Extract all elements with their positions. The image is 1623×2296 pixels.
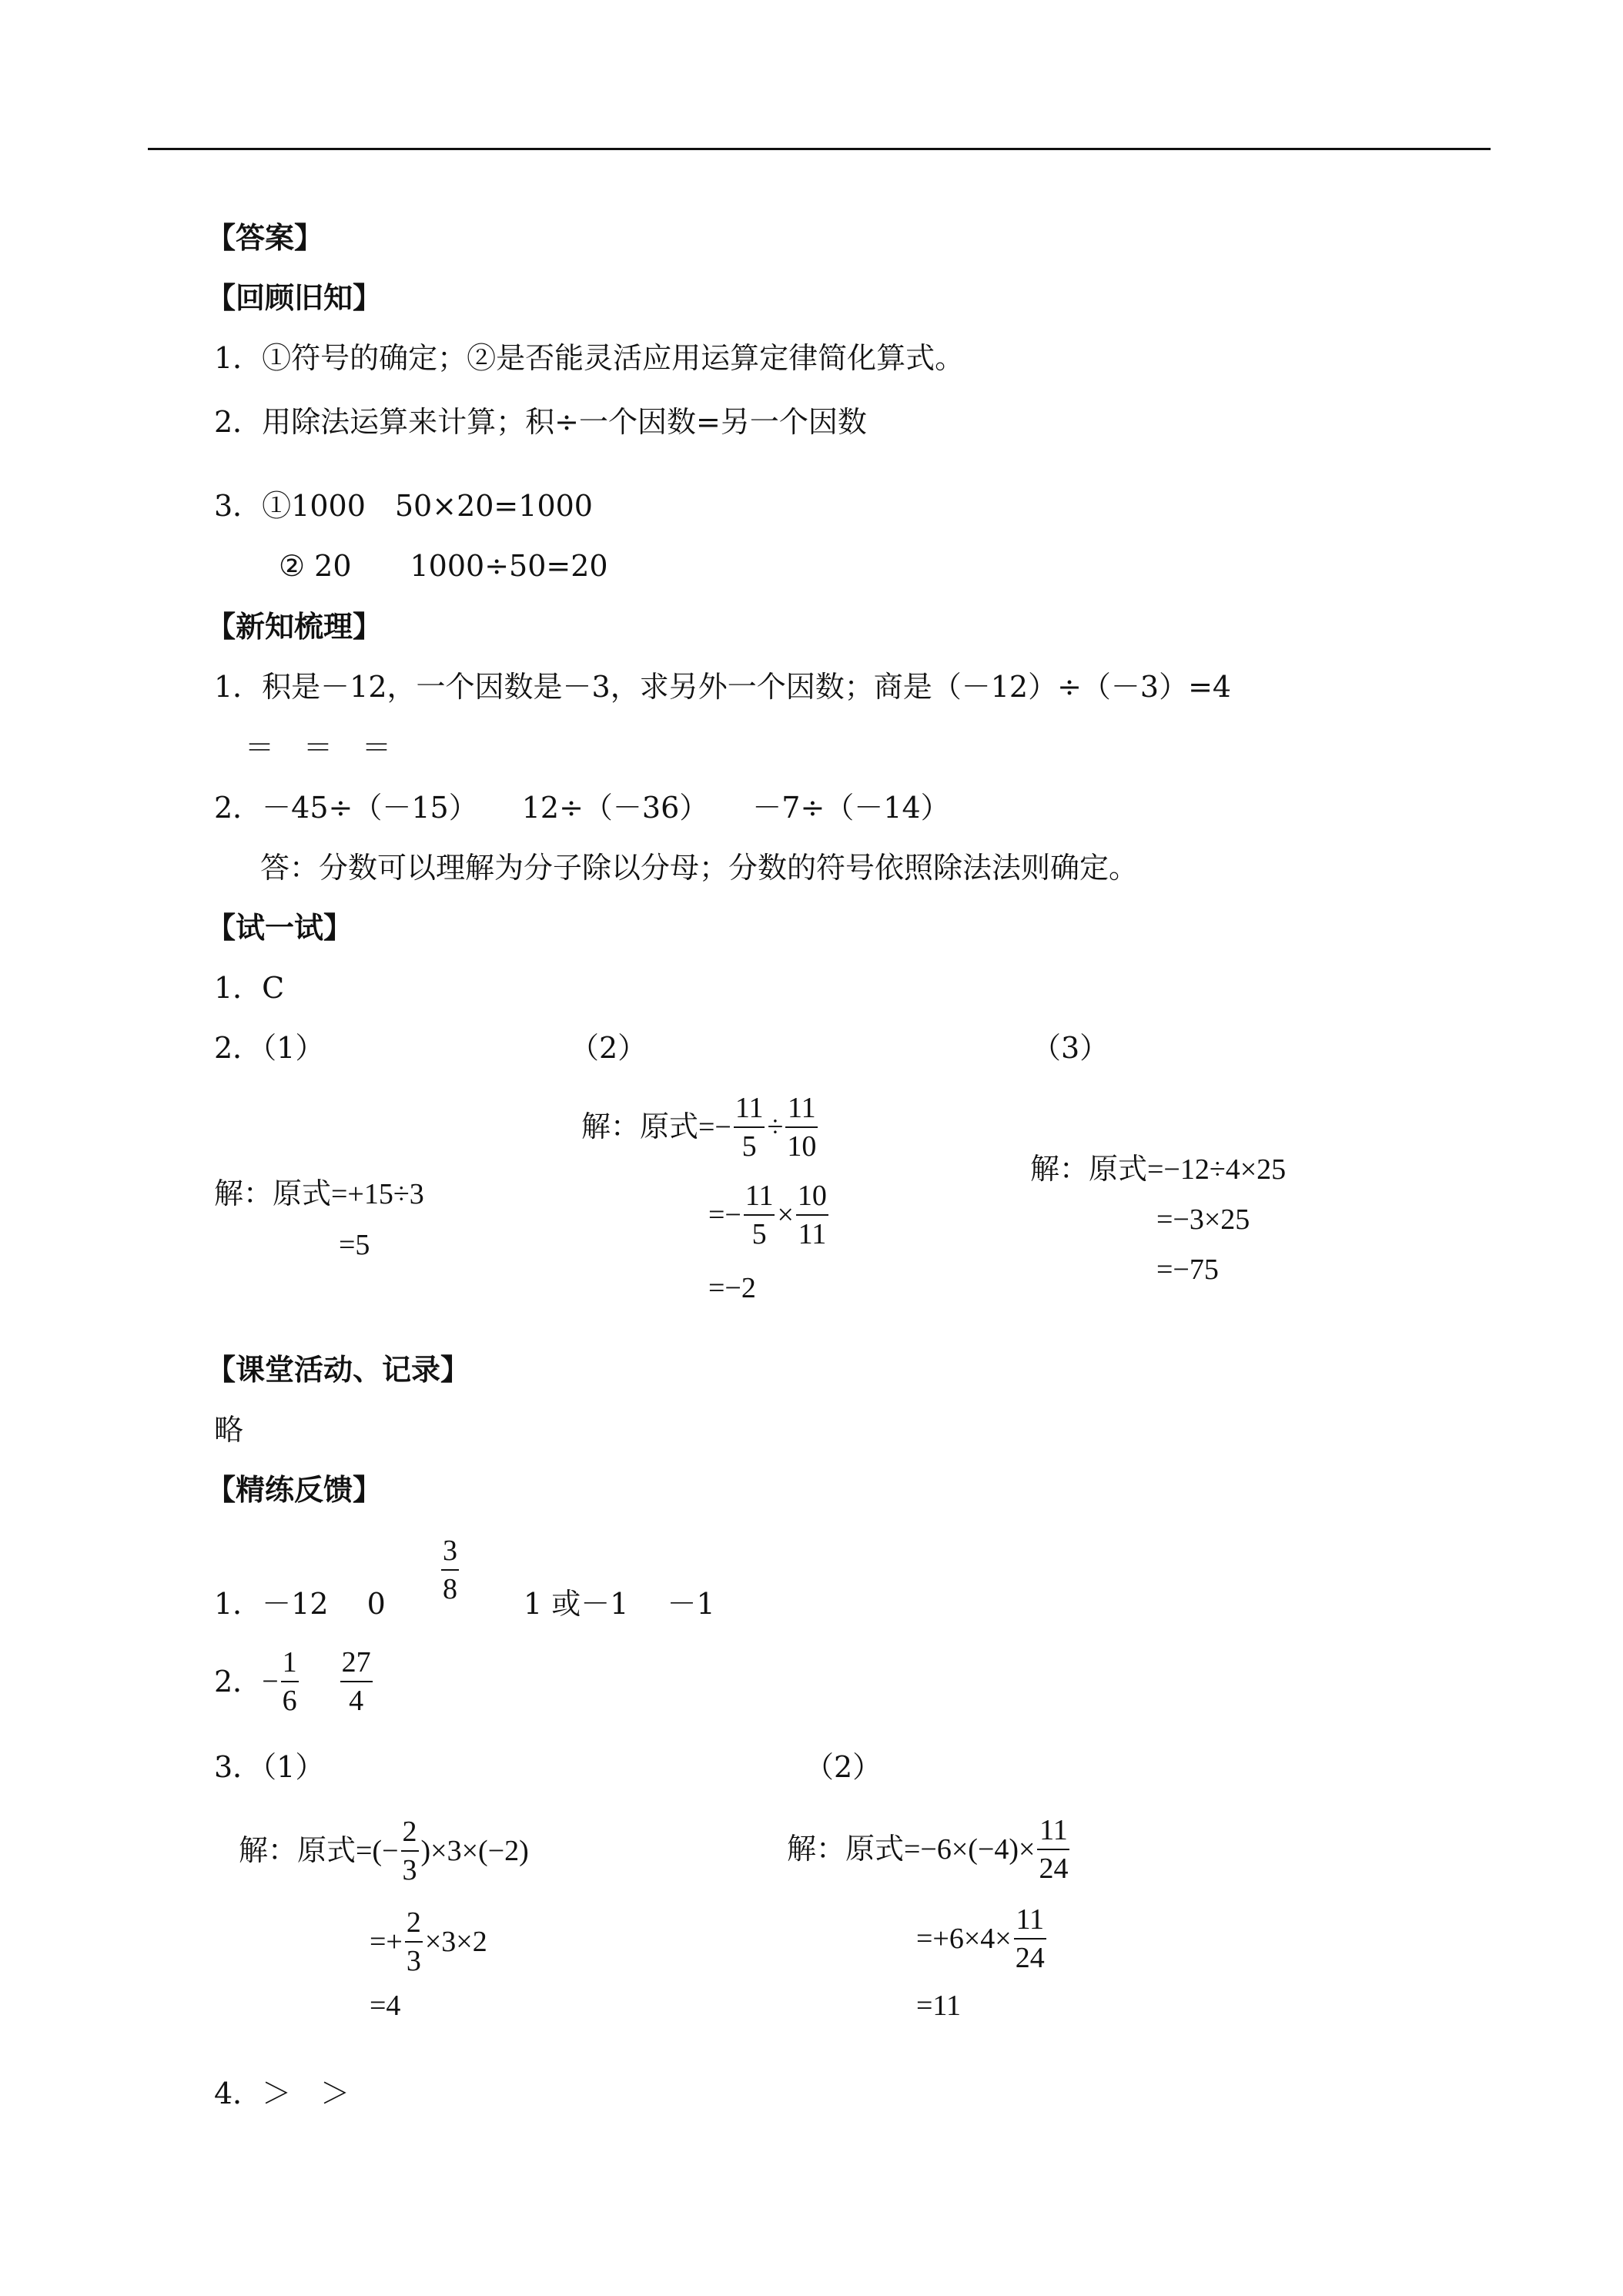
fraction	[441, 1536, 459, 1604]
try-p2-line1-prefix: 解：原式=−	[581, 1111, 731, 1143]
fraction-bar	[1037, 1849, 1069, 1850]
fraction-numerator: 11	[735, 1092, 764, 1124]
new-equals: ＝ ＝ ＝	[245, 731, 392, 765]
practice-q4: 4．＞ ＞	[214, 2077, 350, 2110]
fraction-numerator: 1	[282, 1646, 297, 1678]
new-q1: 1．积是－12，一个因数是－3，求另外一个因数；商是（－12）÷（－3）=4	[214, 670, 1232, 704]
practice-s1-line1	[239, 1817, 529, 1885]
fraction-numerator: 11	[1016, 1903, 1045, 1936]
fraction-denominator: 3	[406, 1945, 421, 1977]
fraction-numerator: 2	[402, 1816, 417, 1848]
fraction-bar	[281, 1681, 299, 1682]
review-q3a: 3．①1000 50×20=1000	[214, 489, 593, 523]
fraction-numerator: 10	[797, 1180, 827, 1212]
fraction	[405, 1908, 423, 1976]
try-p1-line2: =5	[339, 1229, 370, 1261]
practice-s1-line1-prefix: 解：原式=(−	[239, 1835, 399, 1867]
section-new: 【新知梳理】	[206, 609, 383, 644]
practice-q1-rest: 1 或－1 －1	[524, 1587, 715, 1621]
new-q2: 2．－45÷（－15） 12÷（－36） －7÷（－14）	[214, 791, 950, 825]
fraction-denominator: 11	[798, 1218, 827, 1250]
fraction-bar	[441, 1569, 459, 1571]
operator: ×	[777, 1199, 794, 1231]
fraction	[744, 1181, 775, 1249]
try-q2-label-1: 2．（1）	[214, 1031, 325, 1065]
try-p1-line1: 解：原式=+15÷3	[214, 1178, 424, 1210]
practice-q2	[214, 1648, 375, 1715]
fraction-numerator: 11	[745, 1180, 774, 1212]
fraction	[1037, 1816, 1069, 1883]
practice-s2-line1	[787, 1816, 1072, 1883]
section-review: 【回顾旧知】	[206, 280, 383, 315]
fraction-bar	[796, 1214, 828, 1216]
review-q1: 1．①符号的确定；②是否能灵活应用运算定律简化算式。	[214, 341, 965, 375]
header-rule	[148, 148, 1491, 150]
practice-s1-line2	[370, 1908, 487, 1976]
try-q2-label-2: （2）	[570, 1031, 648, 1065]
fraction-denominator: 5	[751, 1218, 767, 1250]
fraction-bar	[1014, 1938, 1046, 1940]
section-practice: 【精练反馈】	[206, 1472, 383, 1507]
fraction-denominator: 10	[787, 1130, 817, 1163]
practice-s2-line1-prefix: 解：原式=−6×(−4)×	[787, 1833, 1036, 1866]
fraction	[340, 1648, 373, 1715]
fraction	[281, 1648, 299, 1715]
fraction-denominator: 24	[1015, 1942, 1045, 1974]
fraction	[796, 1181, 828, 1249]
section-answer: 【答案】	[206, 220, 324, 255]
try-p3-line1: 解：原式=−12÷4×25	[1030, 1153, 1287, 1186]
fraction	[785, 1093, 818, 1161]
fraction-bar	[340, 1681, 373, 1682]
fraction-numerator: 3	[443, 1535, 457, 1567]
try-p2-line2-prefix: =−	[708, 1199, 741, 1231]
practice-q2-label: 2．	[214, 1665, 263, 1699]
fraction-denominator: 6	[282, 1685, 297, 1717]
fraction-numerator: 2	[406, 1906, 421, 1939]
practice-s2-line3: =11	[916, 1990, 962, 2022]
new-answer: 答：分数可以理解为分子除以分母；分数的符号依照除法法则确定。	[260, 851, 1139, 885]
section-activity: 【课堂活动、记录】	[206, 1352, 470, 1387]
fraction-bar	[744, 1214, 775, 1216]
fraction	[401, 1817, 419, 1885]
try-p2-line3: =−2	[708, 1272, 756, 1304]
try-q2-label-3: （3）	[1032, 1031, 1109, 1065]
practice-q3-label-1: 3．（1）	[214, 1750, 325, 1784]
fraction-bar	[401, 1850, 419, 1852]
section-try: 【试一试】	[206, 910, 353, 945]
fraction-numerator: 11	[788, 1092, 816, 1124]
activity-text: 略	[214, 1413, 244, 1447]
practice-s1-line2-suffix: ×3×2	[424, 1926, 487, 1958]
try-p2-line1	[581, 1093, 820, 1161]
fraction	[1014, 1905, 1046, 1973]
practice-s1-line2-prefix: =+	[370, 1926, 403, 1958]
operator: ÷	[767, 1111, 784, 1143]
fraction-denominator: 5	[741, 1130, 757, 1163]
practice-q1-label: 1．－12 0	[214, 1587, 386, 1621]
fraction-bar	[785, 1126, 818, 1128]
practice-s1-line3: =4	[370, 1990, 401, 2022]
try-p3-line2: =−3×25	[1156, 1203, 1250, 1236]
fraction-denominator: 8	[443, 1573, 457, 1605]
fraction-bar	[734, 1126, 765, 1128]
fraction-bar	[405, 1941, 423, 1943]
practice-q3-label-2: （2）	[805, 1750, 882, 1784]
practice-s2-line2-prefix: =+6×4×	[916, 1923, 1012, 1955]
try-q1: 1．C	[214, 971, 285, 1005]
fraction	[734, 1093, 765, 1161]
review-q3b: ② 20 1000÷50=20	[279, 549, 608, 583]
practice-s2-line2	[916, 1905, 1049, 1973]
fraction-numerator: 11	[1039, 1814, 1068, 1846]
try-p2-line2	[708, 1181, 831, 1249]
try-p3-line3: =−75	[1156, 1253, 1219, 1286]
minus-sign: −	[262, 1665, 279, 1698]
fraction-denominator: 3	[402, 1854, 417, 1886]
fraction-denominator: 24	[1039, 1853, 1069, 1885]
practice-s1-line1-suffix: )×3×(−2)	[420, 1835, 529, 1867]
fraction-denominator: 4	[349, 1685, 364, 1717]
fraction-numerator: 27	[341, 1646, 371, 1678]
review-q2: 2．用除法运算来计算；积÷一个因数=另一个因数	[214, 405, 867, 439]
